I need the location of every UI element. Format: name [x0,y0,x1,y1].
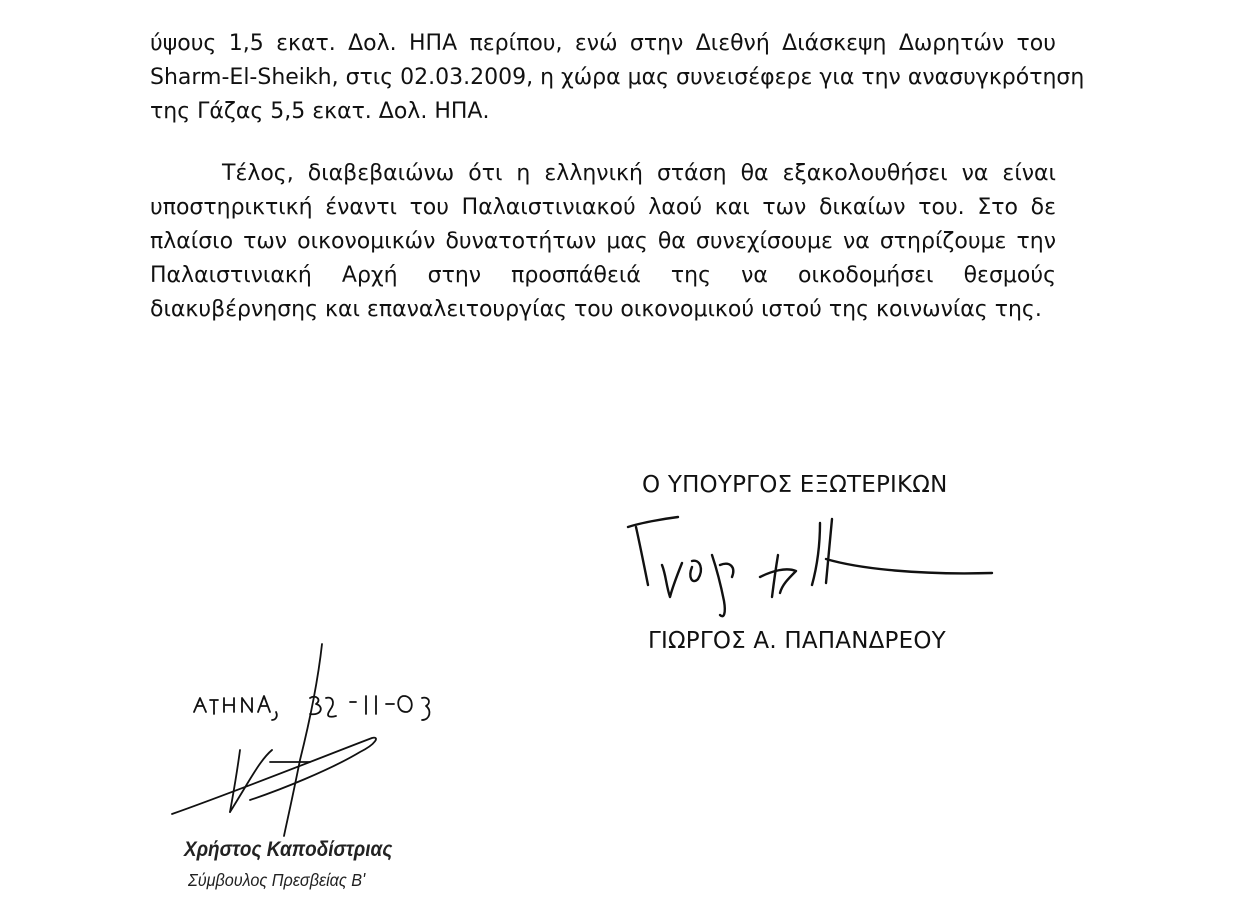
certification-stamp-icon [160,640,450,840]
counsel-role: Σύμβουλος Πρεσβείας Β' [188,870,366,890]
paragraph-line: της Γάζας 5,5 εκατ. Δολ. ΗΠΑ. [150,99,490,124]
paragraph-1 [150,27,1085,129]
minister-name: ΓΙΩΡΓΟΣ Α. ΠΑΠΑΝΔΡΕΟΥ [648,628,946,654]
paragraph-line: Sharm-El-Sheikh, στις 02.03.2009, η χώρα μας συνεισέφερε για την ανασυγκρότηση [150,65,1085,90]
paragraph-2 [150,157,1056,327]
counsel-name: Χρήστος Καποδίστριας [184,838,393,861]
paragraph-line: πλαίσιο των οικονομικών δυνατοτήτων μας θα συνεχίσουμε να στηρίζουμε την [150,229,1056,254]
paragraph-line: υποστηρικτική έναντι του Παλαιστινιακού λαού και των δικαίων του. Στο δε [150,195,1056,220]
paragraph-line: διακυβέρνησης και επαναλειτουργίας του οικονομικού ιστού της κοινωνίας της. [150,297,1042,322]
paragraph-line: Τέλος, διαβεβαιώνω ότι η ελληνική στάση θα εξακολουθήσει να είναι [222,161,1056,186]
minister-signature-icon [600,505,1010,625]
minister-title: Ο ΥΠΟΥΡΓΟΣ ΕΞΩΤΕΡΙΚΩΝ [642,472,948,498]
paragraph-line: ύψους 1,5 εκατ. Δολ. ΗΠΑ περίπου, ενώ στην Διεθνή Διάσκεψη Δωρητών του [150,31,1056,56]
paragraph-line: Παλαιστινιακή Αρχή στην προσπάθειά της να οικοδομήσει θεσμούς [150,263,1056,288]
